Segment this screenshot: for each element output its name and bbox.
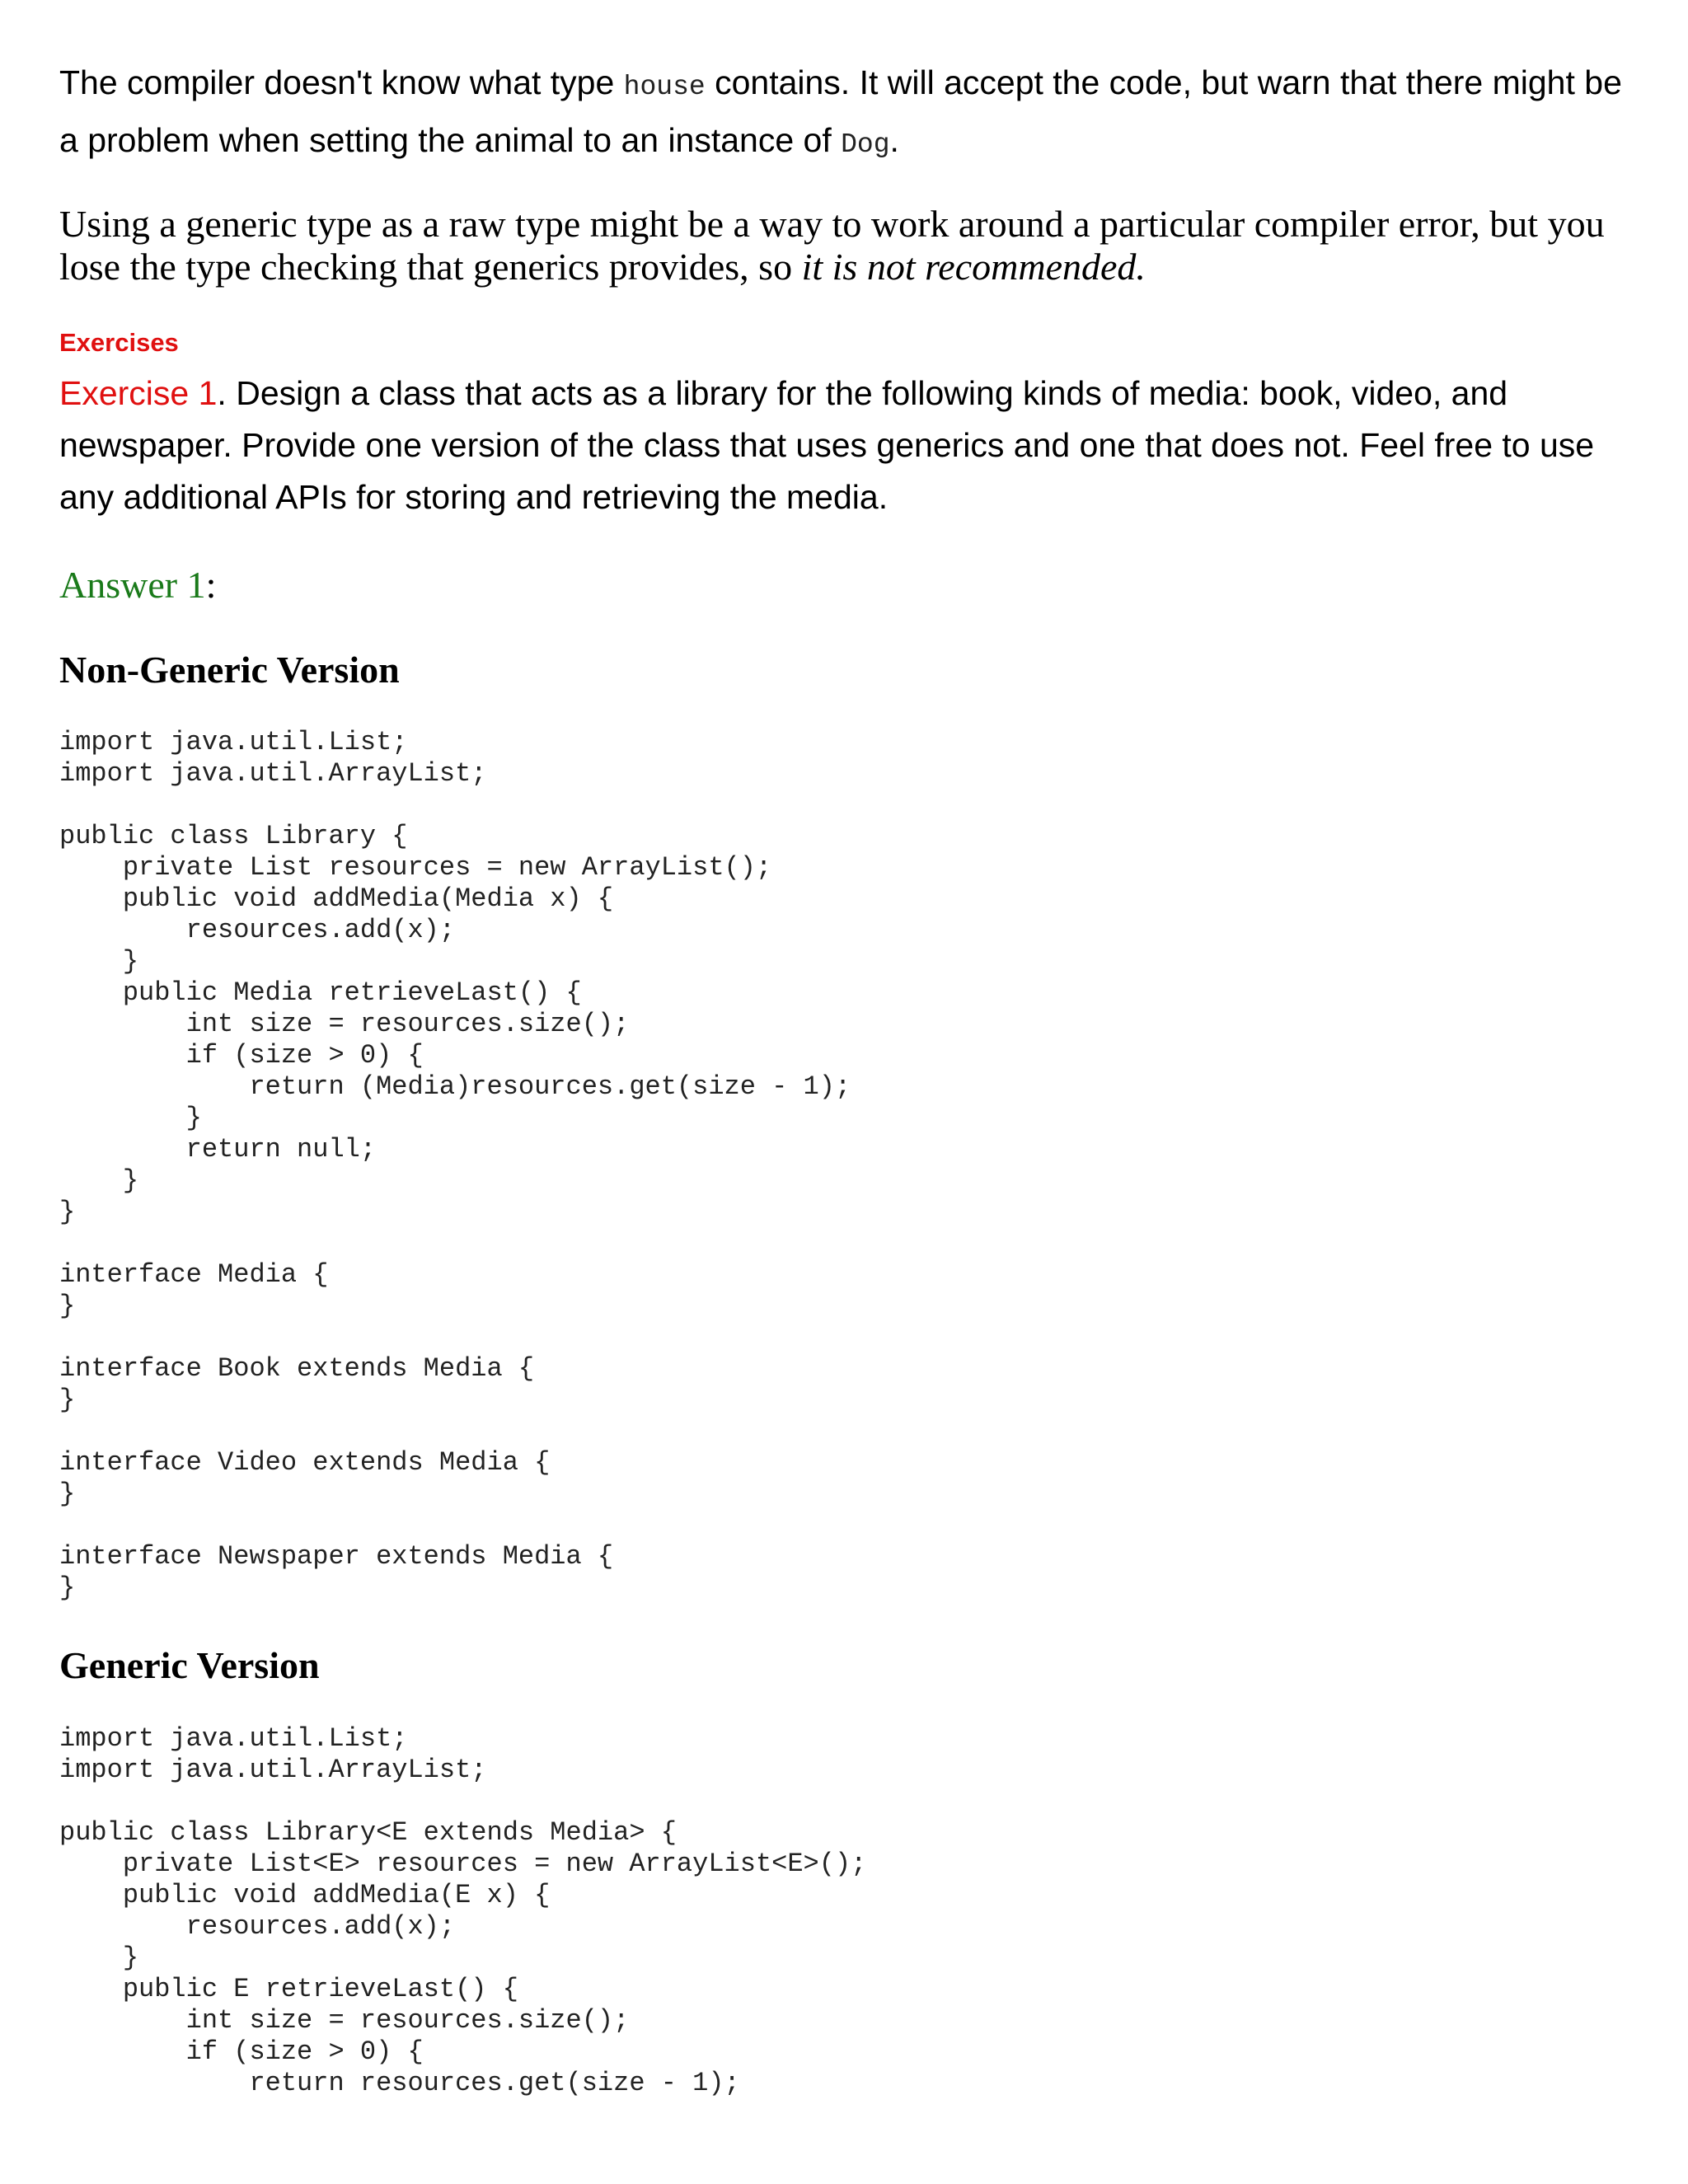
non-generic-version-heading: Non-Generic Version	[59, 649, 400, 691]
paragraph1-text-b: contains. It will accept the code, but warn that there might be a problem when setting the animal to an instance of	[59, 63, 1622, 159]
generic-version-heading: Generic Version	[59, 1644, 320, 1686]
answer-1-colon: :	[205, 564, 217, 606]
generic-code-block: import java.util.List; import java.util.ArrayList; public class Library<E extends Media> { private List<E> resources = new ArrayList<E>(); public void addMedia(E x) { resources.add(x); } public E retrieveLast() { int size = resources.size(); if (size > 0) { return resources.get(size - 1);	[59, 1723, 867, 2098]
exercise-1-text: . Design a class that acts as a library for the following kinds of media: book, video, and newspaper. Provide one version of the class that uses generics and one that does not. Feel free to use any additional APIs for storing and retrieving the media.	[59, 374, 1595, 516]
answer-1-label: Answer 1	[59, 564, 206, 606]
answer-1-heading	[59, 560, 216, 610]
inline-code-dog: Dog	[841, 129, 890, 160]
paragraph1-text-a: The compiler doesn't know what type	[59, 63, 624, 101]
non-generic-code-block: import java.util.List; import java.util.ArrayList; public class Library { private List resources = new ArrayList(); public void addMedia(Media x) { resources.add(x); } public Media retrieveLast() { int size = resources.size(); if (size > 0) { return (Media)resources.get(size - 1); } return null; } } interface Media { } interface Book extends Media { } interface Video extends Media { } interface Newspaper extends Media { }	[59, 727, 851, 1603]
paragraph2-emphasis: it is not recommended.	[801, 246, 1146, 288]
raw-type-warning-paragraph	[59, 56, 1625, 171]
exercise-1-label: Exercise 1	[59, 374, 218, 412]
raw-type-recommendation-paragraph	[59, 203, 1625, 288]
paragraph2-text: Using a generic type as a raw type might be a way to work around a particular compiler error, but you lose the type checking that generics provides, so	[59, 203, 1605, 288]
exercise-1-paragraph	[59, 368, 1625, 523]
exercises-heading: Exercises	[59, 328, 179, 357]
inline-code-house: house	[623, 72, 706, 102]
paragraph1-text-c: .	[889, 121, 899, 159]
